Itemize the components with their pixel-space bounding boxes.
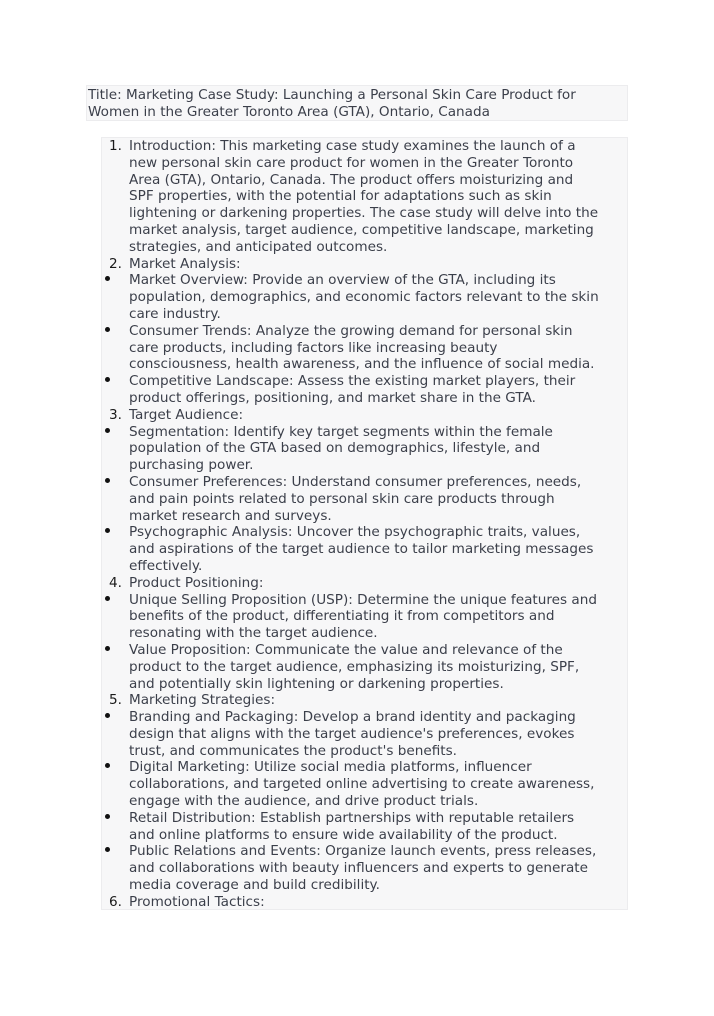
item-number: 4. — [109, 574, 122, 591]
bullet-icon — [105, 428, 110, 433]
item-number: 5. — [109, 692, 122, 709]
item-text-line: product to the target audience, emphasizing its moisturizing, SPF, — [129, 658, 580, 675]
item-text — [129, 709, 627, 759]
item-text-line: Competitive Landscape: Assess the existing market players, their — [129, 373, 576, 390]
item-text-line: Target Audience: — [129, 406, 244, 423]
item-text — [129, 592, 627, 642]
item-text-line: Marketing Strategies: — [129, 692, 276, 709]
item-text-line: Consumer Trends: Analyze the growing demand for personal skin — [129, 322, 573, 339]
bullet-icon — [105, 814, 110, 819]
document-body — [101, 137, 628, 910]
bullet-icon — [105, 327, 110, 332]
bullet-item — [102, 642, 627, 692]
item-text-line: care products, including factors like increasing beauty — [129, 339, 498, 356]
bullet-item — [102, 474, 627, 524]
item-text — [129, 373, 627, 407]
item-number: 2. — [109, 255, 122, 272]
numbered-item — [102, 407, 627, 424]
bullet-icon — [105, 596, 110, 601]
item-text — [129, 810, 627, 844]
title-line: Women in the Greater Toronto Area (GTA), Ontario, Canada — [88, 104, 490, 120]
item-text — [129, 692, 627, 709]
item-text-line: Unique Selling Proposition (USP): Determine the unique features and — [129, 591, 597, 608]
item-text-line: trust, and communicates the product's benefits. — [129, 742, 457, 759]
item-text-line: resonating with the target audience. — [129, 625, 378, 642]
numbered-item — [102, 692, 627, 709]
bullet-item — [102, 424, 627, 474]
bullet-icon — [105, 763, 110, 768]
item-number: 6. — [109, 893, 122, 910]
document-title — [86, 85, 628, 121]
item-text-line: new personal skin care product for women in the Greater Toronto — [129, 154, 574, 171]
item-text-line: purchasing power. — [129, 457, 254, 474]
item-text-line: Market Overview: Provide an overview of the GTA, including its — [129, 272, 556, 289]
bullet-icon — [105, 646, 110, 651]
item-text-line: and aspirations of the target audience to tailor marketing messages — [129, 541, 594, 558]
item-text-line: Public Relations and Events: Organize launch events, press releases, — [129, 843, 597, 860]
item-text — [129, 272, 627, 322]
bullet-item — [102, 323, 627, 373]
bullet-item — [102, 373, 627, 407]
item-text-line: Digital Marketing: Utilize social media platforms, influencer — [129, 759, 532, 776]
item-text-line: and collaborations with beauty influencers and experts to generate — [129, 860, 588, 877]
item-text — [129, 407, 627, 424]
bullet-item — [102, 810, 627, 844]
numbered-item — [102, 256, 627, 273]
item-number: 3. — [109, 406, 122, 423]
item-text-line: benefits of the product, differentiating it from competitors and — [129, 608, 555, 625]
bullet-icon — [105, 528, 110, 533]
item-text-line: Retail Distribution: Establish partnerships with reputable retailers — [129, 809, 575, 826]
item-text-line: and online platforms to ensure wide availability of the product. — [129, 826, 558, 843]
bullet-icon — [105, 847, 110, 852]
item-text-line: Segmentation: Identify key target segments within the female — [129, 423, 553, 440]
item-text — [129, 424, 627, 474]
item-text-line: Introduction: This marketing case study examines the launch of a — [129, 138, 576, 154]
bullet-icon — [105, 478, 110, 483]
bullet-icon — [105, 276, 110, 281]
item-text — [129, 323, 627, 373]
item-text — [129, 256, 627, 273]
item-text-line: market research and surveys. — [129, 507, 332, 524]
title-line: Title: Marketing Case Study: Launching a Personal Skin Care Product for — [88, 87, 576, 103]
item-text-line: market analysis, target audience, competitive landscape, marketing — [129, 221, 594, 238]
item-text-line: strategies, and anticipated outcomes. — [129, 238, 388, 255]
item-text — [129, 843, 627, 893]
item-text-line: care industry. — [129, 305, 221, 322]
item-text-line: design that aligns with the target audience's preferences, evokes — [129, 725, 575, 742]
item-text-line: Area (GTA), Ontario, Canada. The product offers moisturizing and — [129, 171, 574, 188]
numbered-item — [102, 138, 627, 256]
item-text-line: Value Proposition: Communicate the value and relevance of the — [129, 641, 563, 658]
item-text-line: SPF properties, with the potential for adaptations such as skin — [129, 188, 552, 205]
item-text-line: Psychographic Analysis: Uncover the psychographic traits, values, — [129, 524, 581, 541]
item-text-line: and pain points related to personal skin care products through — [129, 490, 555, 507]
item-text-line: collaborations, and targeted online advertising to create awareness, — [129, 776, 595, 793]
item-text-line: consciousness, health awareness, and the influence of social media. — [129, 356, 595, 373]
bullet-item — [102, 592, 627, 642]
bullet-icon — [105, 377, 110, 382]
item-text-line: Market Analysis: — [129, 255, 241, 272]
bullet-item — [102, 709, 627, 759]
item-text — [129, 575, 627, 592]
item-text-line: population, demographics, and economic factors relevant to the skin — [129, 289, 599, 306]
item-text — [129, 474, 627, 524]
bullet-item — [102, 272, 627, 322]
bullet-item — [102, 759, 627, 809]
numbered-item — [102, 575, 627, 592]
item-text-line: lightening or darkening properties. The case study will delve into the — [129, 205, 599, 222]
bullet-item — [102, 843, 627, 893]
item-text-line: population of the GTA based on demographics, lifestyle, and — [129, 440, 541, 457]
content-list — [102, 138, 627, 911]
item-text-line: effectively. — [129, 557, 203, 574]
item-text — [129, 894, 627, 911]
item-text-line: Branding and Packaging: Develop a brand identity and packaging — [129, 709, 576, 726]
item-text-line: and potentially skin lightening or darkening properties. — [129, 675, 504, 692]
item-number: 1. — [109, 138, 122, 154]
item-text — [129, 642, 627, 692]
item-text — [129, 524, 627, 574]
item-text-line: Product Positioning: — [129, 574, 264, 591]
item-text-line: Consumer Preferences: Understand consumer preferences, needs, — [129, 473, 582, 490]
item-text — [129, 759, 627, 809]
bullet-item — [102, 524, 627, 574]
item-text-line: Promotional Tactics: — [129, 893, 265, 910]
item-text-line: product offerings, positioning, and market share in the GTA. — [129, 389, 536, 406]
item-text-line: media coverage and build credibility. — [129, 877, 380, 894]
bullet-icon — [105, 713, 110, 718]
numbered-item — [102, 894, 627, 911]
item-text-line: engage with the audience, and drive product trials. — [129, 793, 479, 810]
item-text — [129, 138, 627, 256]
